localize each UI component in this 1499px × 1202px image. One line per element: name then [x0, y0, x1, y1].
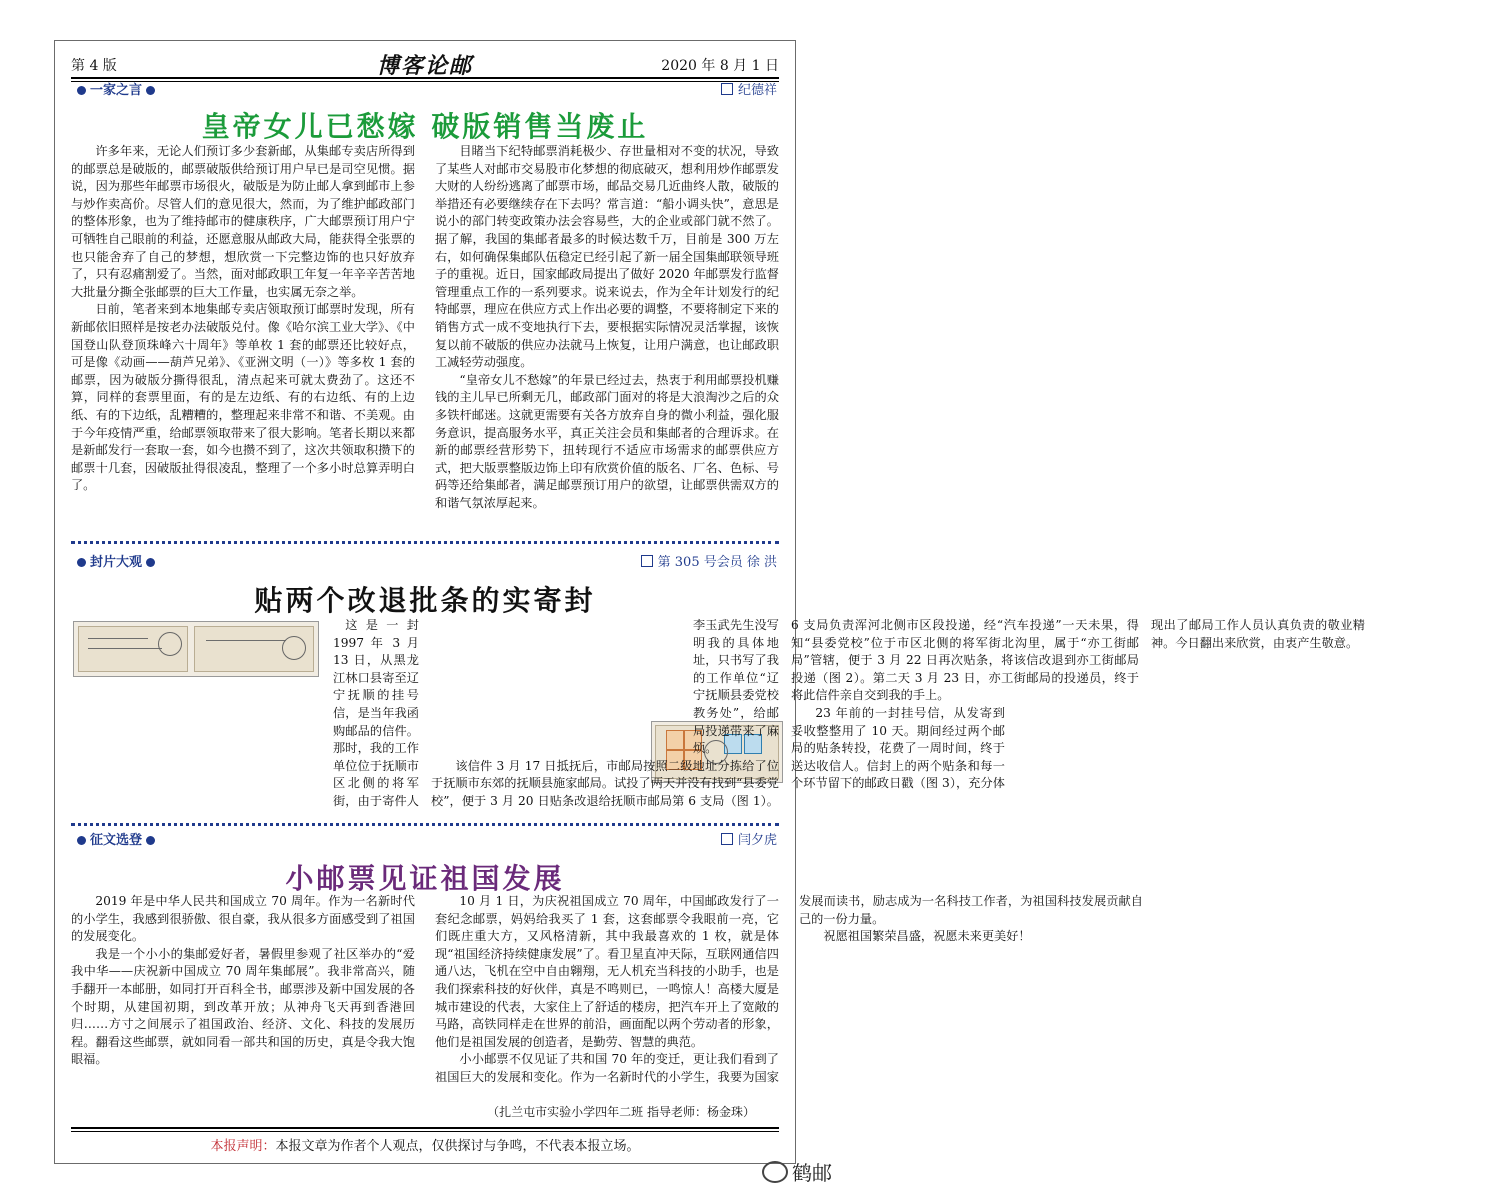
article-body-3	[71, 893, 1143, 1099]
bullet-icon	[77, 86, 86, 95]
watermark: 鹤邮	[762, 1157, 832, 1186]
masthead-rule-thin	[71, 81, 779, 82]
bullet-icon	[77, 836, 86, 845]
disclaimer	[71, 1135, 779, 1154]
column-tag-1: 一家之言	[73, 79, 159, 98]
paragraph: 23 年前的一封挂号信，从发寄到妥收整整用了 10 天。期间经过两个邮局的贴条转投，花费了一周时间，终于送达收信人。信封上的两个贴条和每一个环节留下的邮政日戳（图 3），充分体现出了邮局工作人员认真负责的敬业精神。今日翻出来欣赏，由衷产生敬意。	[791, 618, 1365, 791]
masthead	[71, 49, 779, 77]
square-icon	[721, 833, 733, 845]
section-divider	[71, 541, 779, 544]
paragraph: 该信件 3 月 17 日抵抚后，市邮局按照二级地址分拣给了位于抚顺市东郊的抚顺县施家邮局。试投了两天并没有找到“县委党校”，便于 3 月 20 日贴条改退给抚顺市邮局第 6 支局（图 1）。6 支局负责浑河北侧市区段投递，经“汽车投递”一天未果，得知“县委党校”位于市区北侧的将军街北沟里，属于“亦工街邮局”管辖，便于 3 月 22 日再次贴条，将该信改退到亦工街邮局投递（图 2）。第二天 3 月 23 日，亦工街邮局的投递员，终于将此信件亲自交到我的手上。	[431, 618, 1139, 808]
bullet-icon	[146, 836, 155, 845]
bullet-icon	[146, 86, 155, 95]
headline-1: 皇帝女儿已愁嫁 破版销售当废止	[201, 110, 649, 143]
newspaper-page	[54, 40, 1365, 1164]
paragraph: 我是一个小小的集邮爱好者，暑假里参观了社区举办的“爱我中华——庆祝新中国成立 70 周年集邮展”。我非常高兴，随手翻开一本邮册，如同打开百科全书，邮票涉及新中国发展的各个时期，从建国初期，到改革开放；从神舟飞天再到香港回归……方寸之间展示了祖国政治、经济、文化、科技的发展历程。翻看这些邮票，就如同看一部共和国的历史，真是令我大饱眼福。	[71, 946, 415, 1067]
headline-3: 小邮票见证祖国发展	[285, 862, 565, 895]
footer-rule-thin	[71, 1131, 779, 1132]
paragraph: 这是一封 1997 年 3 月 13 日，从黑龙江林口县寄至辽宁抚顺的挂号信，是当年我函购邮品的信件。那时，我的工作单位位于抚顺市区北侧的将军街，由于寄件人李玉武先生没写明我的具体地址，只书写了我的工作单位“辽宁抚顺县委党校教务处”，给邮局投递带来了麻烦。	[333, 618, 779, 808]
footer-rule	[71, 1127, 779, 1129]
issue-date: 2020 年 8 月 1 日	[661, 58, 779, 74]
paragraph: “皇帝女儿不愁嫁”的年景已经过去，热衷于利用邮票投机赚钱的主儿早已所剩无几，邮政部门面对的将是大浪淘沙之后的众多铁杆邮迷。这就更需要有关各方放弃自身的微小利益，强化服务意识，提高服务水平，真正关注会员和集邮者的合理诉求。在新的邮票经营形势下，扭转现行不适应市场需求的邮票供应方式，把大版票整版边饰上印有欣赏价值的版名、厂名、色标、号码等还给集邮者，满足邮票预订用户的欲望，让邮票供需双方的和谐气氛浓厚起来。	[435, 372, 779, 510]
newspaper-title: 博客论邮	[376, 53, 473, 79]
section-divider	[71, 823, 779, 826]
article-body-2	[71, 617, 1365, 819]
square-icon	[641, 555, 653, 567]
article-body-1	[71, 143, 779, 529]
disclaimer-text: 本报文章为作者个人观点，仅供探讨与争鸣，不代表本报立场。	[275, 1139, 640, 1154]
author-1: 纪德祥	[721, 79, 777, 98]
disclaimer-label: 本报声明：	[210, 1139, 276, 1154]
paragraph: 小小邮票不仅见证了共和国 70 年的变迁，更让我们看到了祖国巨大的发展和变化。作为一名新时代的小学生，我要为国家发展而读书，励志成为一名科技工作者，为祖国科技发展贡献自己的一份力量。	[435, 894, 1143, 1084]
paragraph: 祝愿祖国繁荣昌盛，祝愿未来更美好！	[823, 929, 1031, 944]
masthead-rule	[71, 77, 779, 79]
wechat-icon	[762, 1161, 788, 1183]
paragraph: 许多年来，无论人们预订多少套新邮，从集邮专卖店所得到的邮票总是破版的，邮票破版供给预订用户早已是司空见惯。据说，因为那些年邮票市场很火，破版是为防止邮人拿到邮市上参与炒作卖高价。尽管人们的意见很大，然而，为了维护邮政部门的整体形象，也为了维持邮市的健康秩序，广大邮票预订用户宁可牺牲自己眼前的利益，还愿意服从邮政大局，能获得全张票的也只能舍弃了自己的梦想，想欣赏一下完整边饰的也只好放弃了，只有忍痛割爱了。当然，面对邮政职工年复一年辛辛苦苦地大批量分撕全张邮票的巨大工作量，也实属无奈之举。	[71, 144, 415, 299]
student-signature: （扎兰屯市实验小学四年二班 指导老师：杨金珠）	[487, 1105, 755, 1119]
bullet-icon	[77, 558, 86, 567]
author-2: 第 305 号会员 徐 洪	[641, 551, 777, 570]
paragraph: 日前，笔者来到本地集邮专卖店领取预订邮票时发现，所有新邮依旧照样是按老办法破版兑付。像《哈尔滨工业大学》、《中国登山队登顶珠峰六十周年》等单枚 1 套的邮票还比较好点，可是像《动画——葫芦兄弟》、《亚洲文明（一）》等多枚 1 套的邮票，因为破版分撕得很乱，清点起来可就太费劲了。这还不算，同样的套票里面，有的是左边纸、有的右边纸、有的上边纸、有的下边纸，乱糟糟的，整理起来非常不和谐、不美观。由于今年疫情严重，给邮票领取带来了很大影响。笔者长期以来都是新邮发行一套取一套，如今也攒不到了，这次共领取积攒下的邮票十几套，因破版扯得很凌乱，整理了一个多小时总算弄明白了。	[71, 302, 415, 493]
column-tag-2: 封片大观	[73, 551, 159, 570]
bullet-icon	[146, 558, 155, 567]
column-tag-3: 征文选登	[73, 829, 159, 848]
headline-2: 贴两个改退批条的实寄封	[254, 584, 596, 617]
author-3: 闫夕虎	[721, 829, 777, 848]
issue-number: 第 4 版	[71, 58, 117, 74]
paragraph: 目睹当下纪特邮票消耗极少、存世量相对不变的状况，导致了某些人对邮市交易股市化梦想的彻底破灭，想利用炒作邮票发大财的人纷纷逃离了邮票市场，邮品交易几近曲终人散，破版的举措还有必要继续存在下去吗？常言道：“船小调头快”，意思是说小的部门转变政策办法会容易些，大的企业或部门就不然了。据了解，我国的集邮者最多的时候达数千万，目前是 300 万左右，如何确保集邮队伍稳定已经引起了新一届全国集邮联领导班子的重视。近日，国家邮政局提出了做好 2020 年邮票发行监督管理重点工作的一系列要求。说来说去，作为全年计划发行的纪特邮票，理应在供应方式上作出必要的调整，不要将制定下来的销售方式一成不变地执行下去，要根据实际情况灵活掌握，该恢复以前不破版的供应办法就马上恢复，让用户满意，也让邮政职工减轻劳动强度。	[435, 144, 779, 370]
paragraph: 10 月 1 日，为庆祝祖国成立 70 周年，中国邮政发行了一套纪念邮票，妈妈给我买了 1 套，这套邮票令我眼前一亮，它们既庄重大方，又风格清新，其中我最喜欢的 1 枚，就是体现“祖国经济持续健康发展”了。看卫星直冲天际，互联网通信四通八达，飞机在空中自由翱翔，无人机充当科技的小助手，也是我们探索科技的好伙伴，真是不鸣则已，一鸣惊人！高楼大厦是城市建设的代表，大家住上了舒适的楼房，把汽车开上了宽敞的马路，高铁同样走在世界的前沿，画面配以两个劳动者的形象，他们是祖国发展的创造者，是勤劳、智慧的典范。	[435, 894, 779, 1049]
paragraph: 2019 年是中华人民共和国成立 70 周年。作为一名新时代的小学生，我感到很骄傲、很自豪，我从很多方面感受到了祖国的发展变化。	[71, 894, 415, 944]
square-icon	[721, 83, 733, 95]
